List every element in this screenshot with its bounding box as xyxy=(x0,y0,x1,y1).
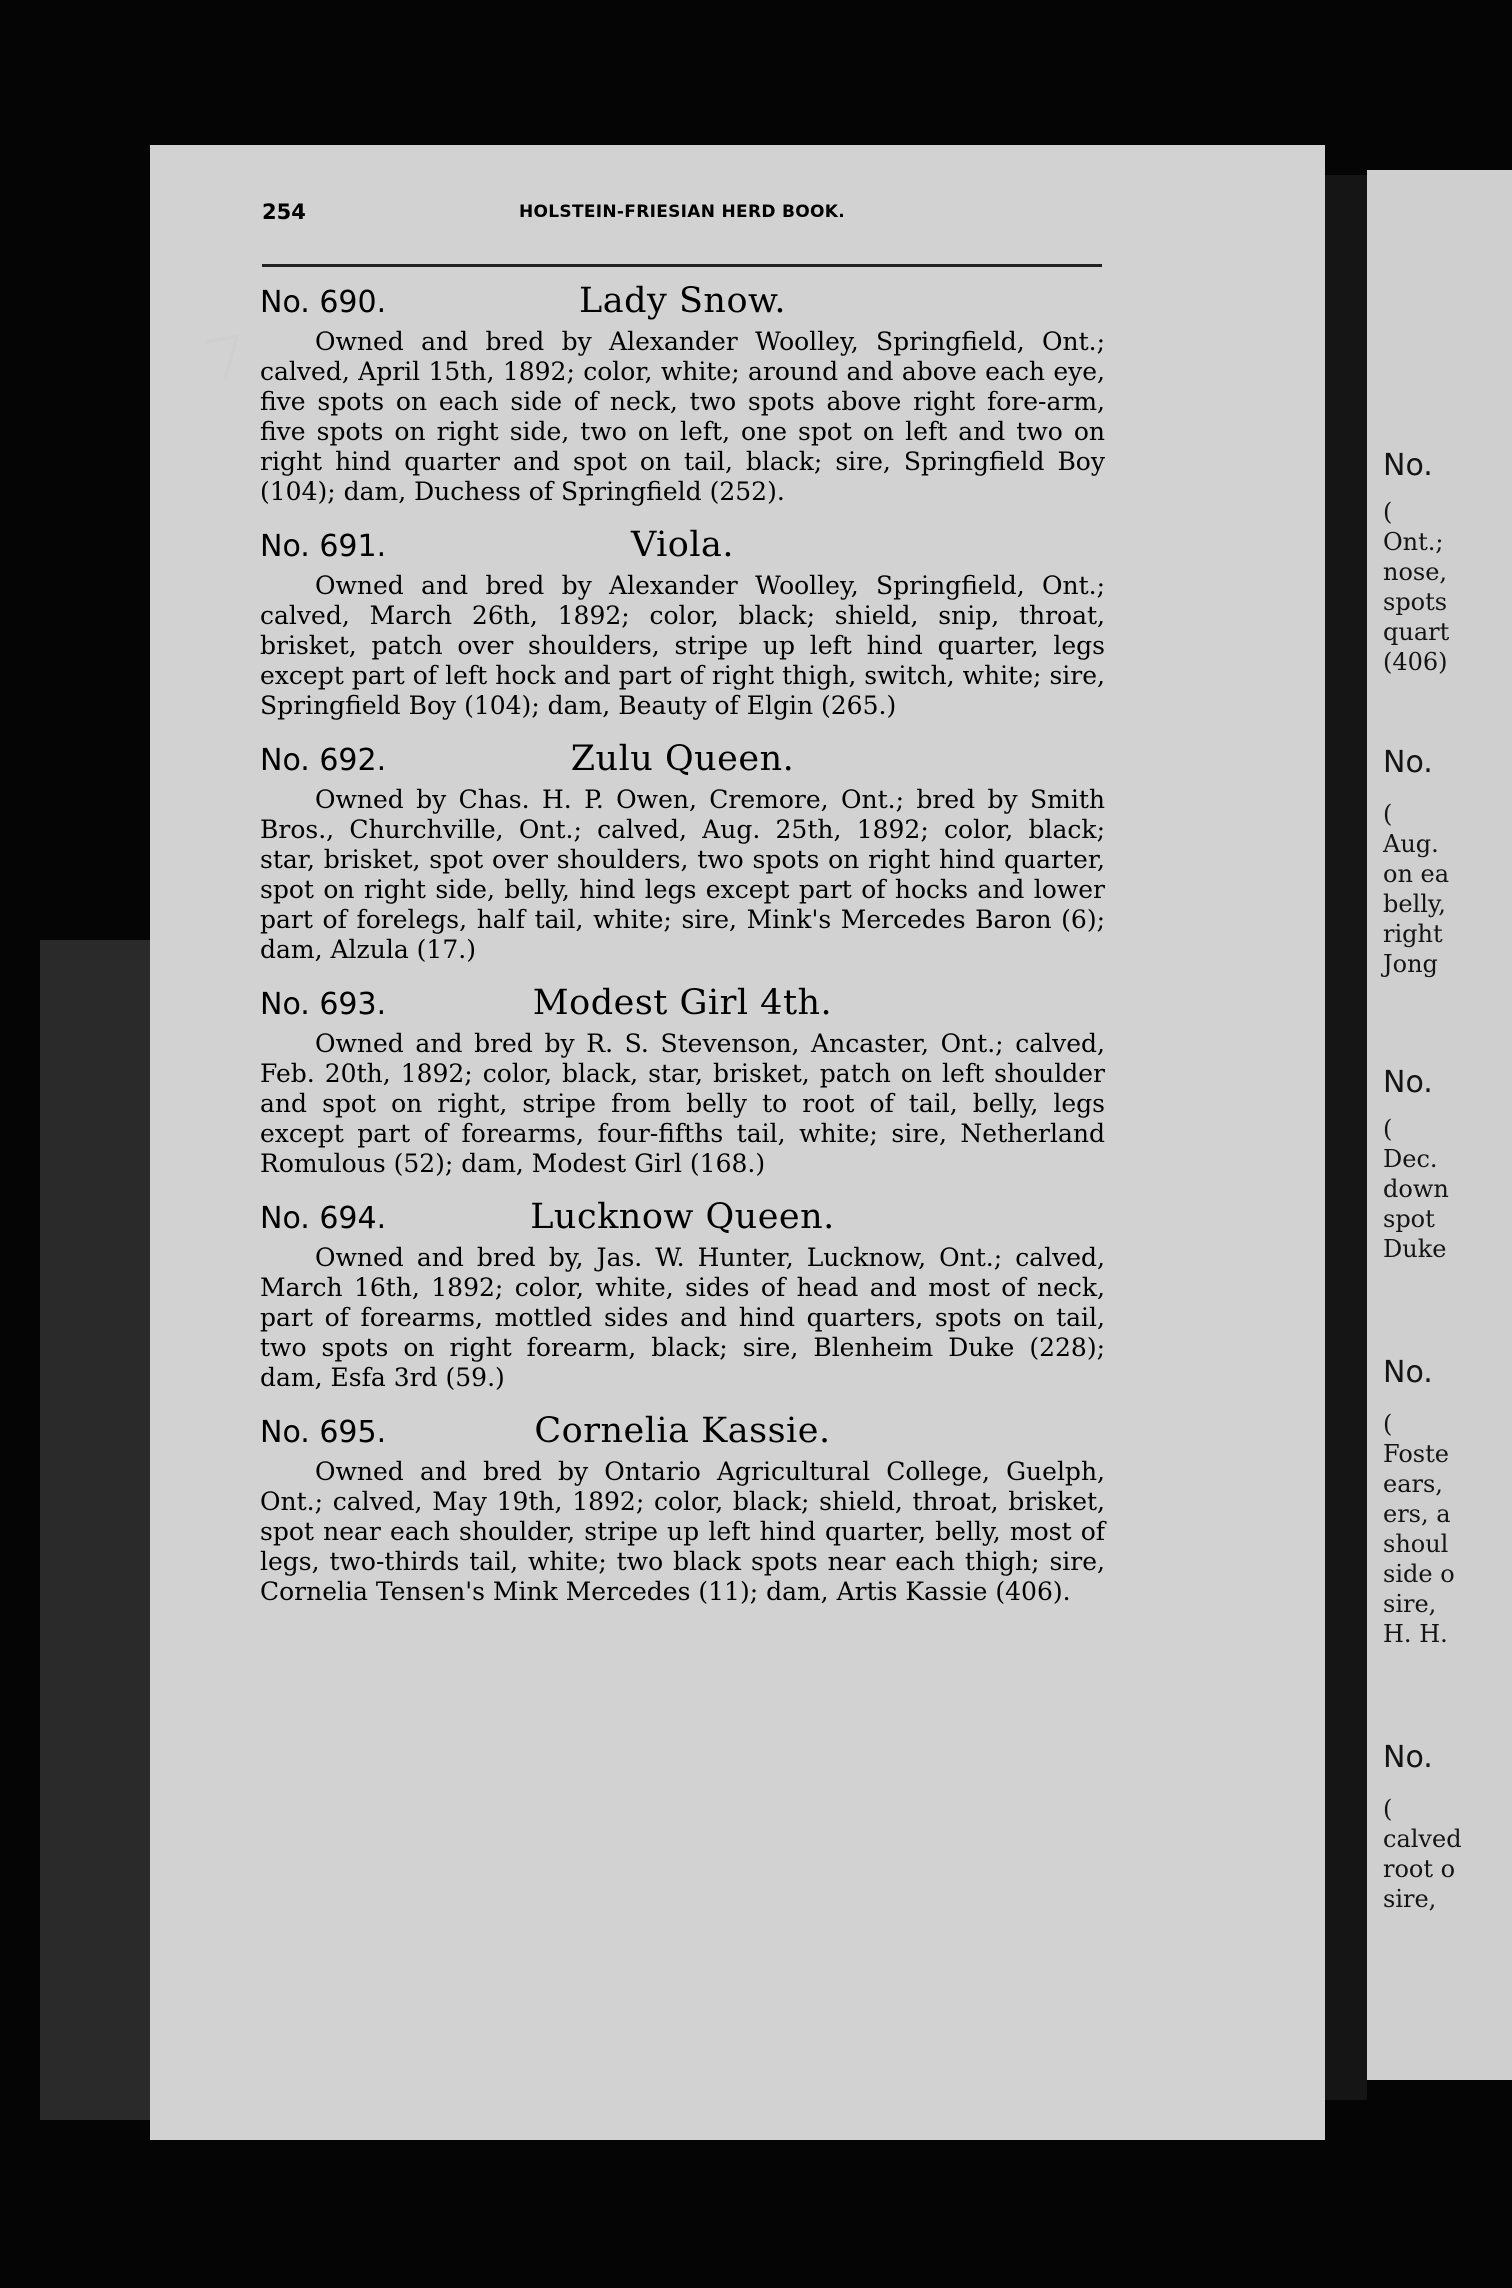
entry-number: No. 690. xyxy=(260,285,387,320)
entry-692 xyxy=(260,733,1105,965)
entry-text: Owned and bred by, Jas. W. Hunter, Lucknow, Ont.; calved, March 16th, 1892; color, white, sides of head and most of neck, part of forearms, mottled sides and hind quarters, spots on tail, two spots on right forearm, black; sire, Blenheim Duke (228); dam, Esfa 3rd (59.) xyxy=(260,1243,1105,1392)
fragment-line: ( xyxy=(1383,1115,1393,1143)
entry-text: Owned by Chas. H. P. Owen, Cremore, Ont.; bred by Smith Bros., Churchville, Ont.; calved, Aug. 25th, 1892; color, black; star, brisket, spot over shoulders, two spots on right hind quarter, spot on right side, belly, hind legs except part of hocks and lower part of forelegs, half tail, white; sire, Mink's Mercedes Baron (6); dam, Alzula (17.) xyxy=(260,785,1105,964)
fragment-number: No. xyxy=(1383,1740,1433,1775)
entry-number: No. 694. xyxy=(260,1201,387,1236)
fragment-line: H. H. xyxy=(1383,1620,1448,1648)
entry-number: No. 695. xyxy=(260,1415,387,1450)
entry-name: Viola. xyxy=(630,525,735,565)
page-header xyxy=(262,200,1102,240)
fragment-line: Duke xyxy=(1383,1235,1447,1263)
entry-name: Modest Girl 4th. xyxy=(532,983,833,1023)
running-head: HOLSTEIN-FRIESIAN HERD BOOK. xyxy=(519,202,845,222)
entry-695 xyxy=(260,1405,1105,1607)
herd-book-entries xyxy=(260,275,1105,1619)
fragment-number: No. xyxy=(1383,448,1433,483)
fragment-line: calved xyxy=(1383,1825,1462,1853)
header-rule xyxy=(262,264,1102,267)
fragment-line: shoul xyxy=(1383,1530,1449,1558)
fragment-line: Dec. xyxy=(1383,1145,1438,1173)
right-page-fragment xyxy=(1367,170,1512,2080)
page-number: 254 xyxy=(262,200,306,224)
page-edge-shadow xyxy=(40,940,150,2120)
entry-number: No. 691. xyxy=(260,529,387,564)
fragment-number: No. xyxy=(1383,745,1433,780)
fragment-line: Jong xyxy=(1383,950,1438,978)
fragment-line: Aug. xyxy=(1383,830,1439,858)
fragment-line: ( xyxy=(1383,1795,1393,1823)
fragment-line: ers, a xyxy=(1383,1500,1451,1528)
entry-690 xyxy=(260,275,1105,507)
entry-name: Lucknow Queen. xyxy=(530,1197,835,1237)
fragment-line: ( xyxy=(1383,498,1393,526)
entry-number: No. 693. xyxy=(260,987,387,1022)
entry-text: Owned and bred by R. S. Stevenson, Ancaster, Ont.; calved, Feb. 20th, 1892; color, black, star, brisket, patch on left shoulder and spot on right, stripe from belly to root of tail, belly, legs except part of forearms, four-fifths tail, white; sire, Netherland Romulous (52); dam, Modest Girl (168.) xyxy=(260,1029,1105,1178)
fragment-line: on ea xyxy=(1383,860,1450,888)
fragment-line: nose, xyxy=(1383,558,1448,586)
fragment-number: No. xyxy=(1383,1355,1433,1390)
fragment-line: spots xyxy=(1383,588,1448,616)
entry-text: Owned and bred by Alexander Woolley, Springfield, Ont.; calved, April 15th, 1892; color, white; around and above each eye, five spots on each side of neck, two spots above right fore-arm, five spots on right side, two on left, one spot on left and two on right hind quarter and spot on tail, black; sire, Springfield Boy (104); dam, Duchess of Springfield (252). xyxy=(260,327,1105,506)
entry-number: No. 692. xyxy=(260,743,387,778)
fragment-line: spot xyxy=(1383,1205,1435,1233)
entry-name: Zulu Queen. xyxy=(570,739,795,779)
fragment-line: (406) xyxy=(1383,648,1448,676)
fragment-line: Foste xyxy=(1383,1440,1449,1468)
fragment-number: No. xyxy=(1383,1065,1433,1100)
fragment-line: quart xyxy=(1383,618,1450,646)
fragment-line: sire, xyxy=(1383,1590,1437,1618)
fragment-line: belly, xyxy=(1383,890,1446,918)
fragment-line: ( xyxy=(1383,800,1393,828)
fragment-line: Ont.; xyxy=(1383,528,1444,556)
entry-694 xyxy=(260,1191,1105,1393)
pencil-mark-icon xyxy=(195,320,265,390)
fragment-line: side o xyxy=(1383,1560,1455,1588)
book-gutter xyxy=(1325,175,1367,2100)
entry-text: Owned and bred by Alexander Woolley, Springfield, Ont.; calved, March 26th, 1892; color, black; shield, snip, throat, brisket, patch over shoulders, stripe up left hind quarter, legs except part of left hock and part of right thigh, switch, white; sire, Springfield Boy (104); dam, Beauty of Elgin (265.) xyxy=(260,571,1105,720)
fragment-line: ( xyxy=(1383,1410,1393,1438)
fragment-line: sire, xyxy=(1383,1885,1437,1913)
entry-text: Owned and bred by Ontario Agricultural College, Guelph, Ont.; calved, May 19th, 1892; color, black; shield, throat, brisket, spot near each shoulder, stripe up left hind quarter, belly, most of legs, two-thirds tail, white; two black spots near each thigh; sire, Cornelia Tensen's Mink Mercedes (11); dam, Artis Kassie (406). xyxy=(260,1457,1105,1606)
fragment-line: right xyxy=(1383,920,1443,948)
entry-name: Lady Snow. xyxy=(579,281,786,321)
fragment-line: root o xyxy=(1383,1855,1456,1883)
fragment-line: down xyxy=(1383,1175,1449,1203)
entry-693 xyxy=(260,977,1105,1179)
entry-name: Cornelia Kassie. xyxy=(534,1411,831,1451)
entry-691 xyxy=(260,519,1105,721)
fragment-line: ears, xyxy=(1383,1470,1443,1498)
